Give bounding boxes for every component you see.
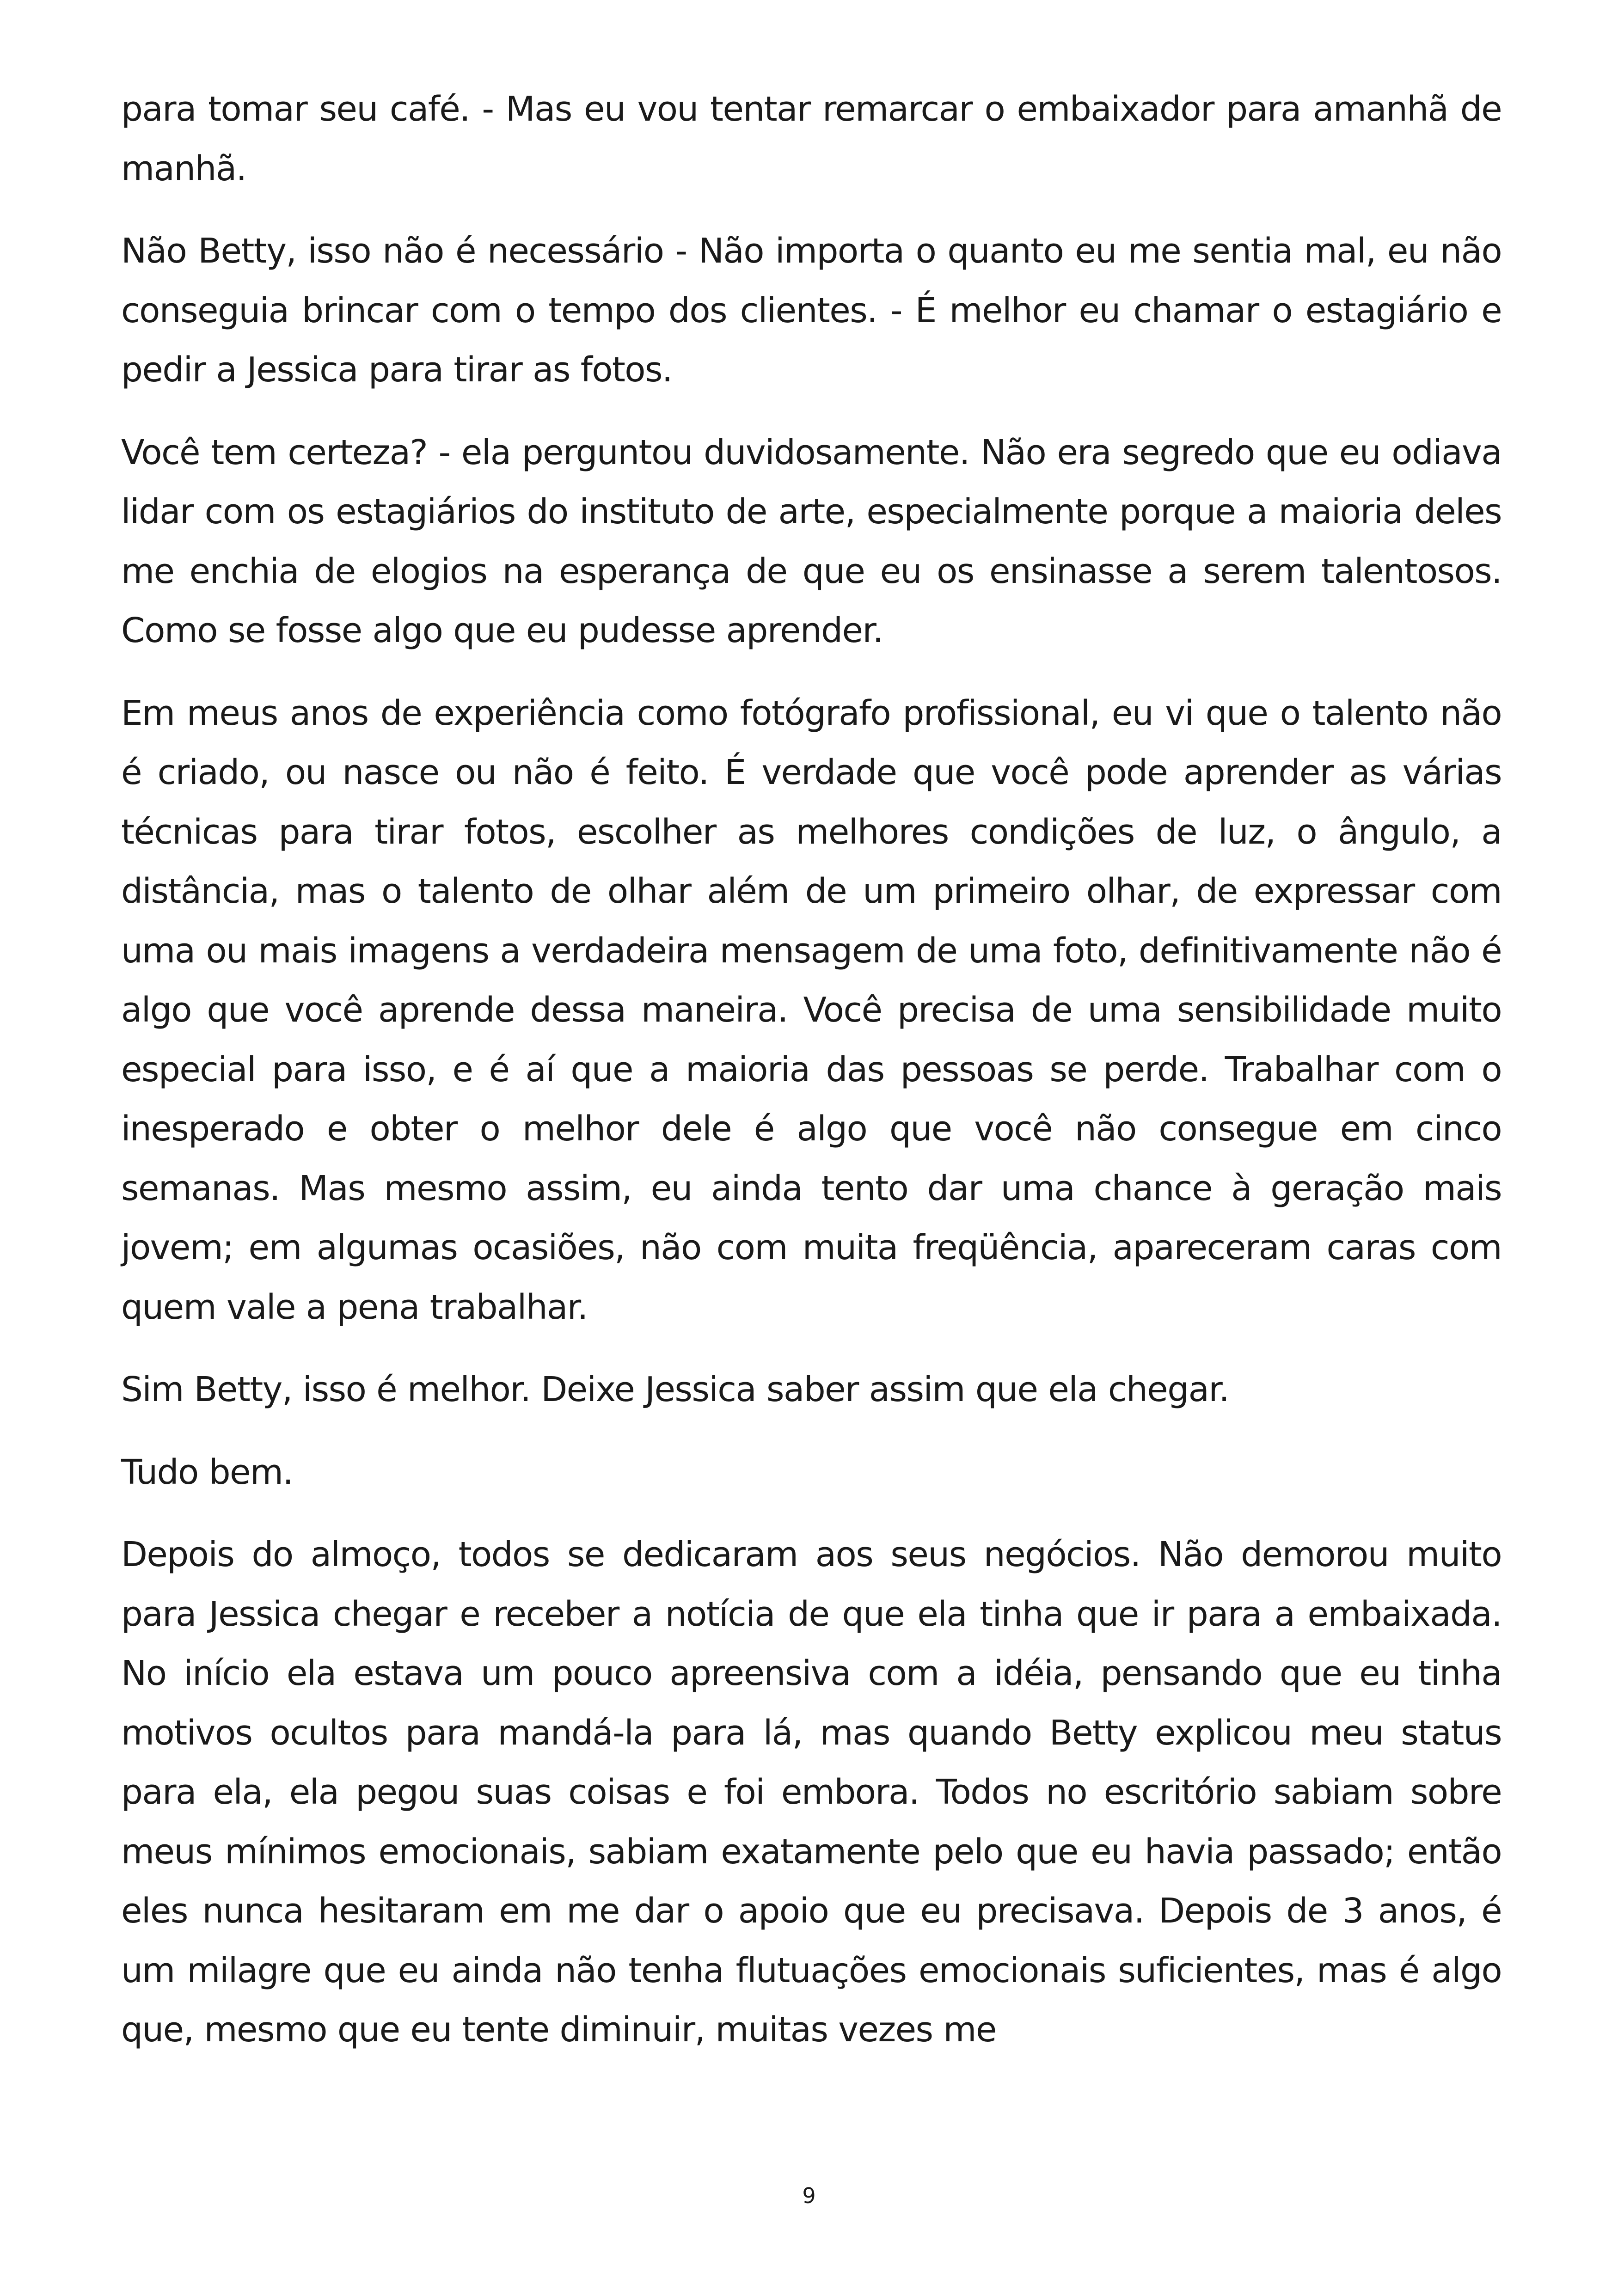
- body-text: [121, 80, 1502, 2083]
- paragraph-1: para tomar seu café. - Mas eu vou tentar remarcar o embaixador para amanhã de manhã.: [121, 89, 1502, 189]
- page-number: 9: [802, 2183, 816, 2208]
- paragraph-2: Não Betty, isso não é necessário - Não importa o quanto eu me sentia mal, eu não conseguia brincar com o tempo dos clientes. - É melhor eu chamar o estagiário e pedir a Jessica para tirar as fotos.: [121, 231, 1502, 390]
- paragraph-6: Tudo bem.: [121, 1452, 293, 1492]
- paragraph-3: Você tem certeza? - ela perguntou duvidosamente. Não era segredo que eu odiava lidar com os estagiários do instituto de arte, especialmente porque a maioria deles me enchia de elogios na esperança de que eu os ensinasse a serem talentosos. Como se fosse algo que eu pudesse aprender.: [121, 432, 1502, 650]
- paragraph-7: Depois do almoço, todos se dedicaram aos seus negócios. Não demorou muito para Jessica chegar e receber a notícia de que ela tinha que ir para a embaixada. No início ela estava um pouco apreensiva com a idéia, pensando que eu tinha motivos ocultos para mandá-la para lá, mas quando Betty explicou meu status para ela, ela pegou suas coisas e foi embora. Todos no escritório sabiam sobre meus mínimos emocionais, sabiam exatamente pelo que eu havia passado; então eles nunca hesitaram em me dar o apoio que eu precisava. Depois de 3 anos, é um milagre que eu ainda não tenha flutuações emocionais suficientes, mas é algo que, mesmo que eu tente diminuir, muitas vezes me: [121, 1535, 1502, 2050]
- paragraph-4: Em meus anos de experiência como fotógrafo profissional, eu vi que o talento não é criado, ou nasce ou não é feito. É verdade que você pode aprender as várias técnicas para tirar fotos, escolher as melhores condições de luz, o ângulo, a distância, mas o talento de olhar além de um primeiro olhar, de expressar com uma ou mais imagens a verdadeira mensagem de uma foto, definitivamente não é algo que você aprende dessa maneira. Você precisa de uma sensibilidade muito especial para isso, e é aí que a maioria das pessoas se perde. Trabalhar com o inesperado e obter o melhor dele é algo que você não consegue em cinco semanas. Mas mesmo assim, eu ainda tento dar uma chance à geração mais jovem; em algumas ocasiões, não com muita freqüência, apareceram caras com quem vale a pena trabalhar.: [121, 693, 1502, 1327]
- paragraph-5: Sim Betty, isso é melhor. Deixe Jessica saber assim que ela chegar.: [121, 1370, 1229, 1409]
